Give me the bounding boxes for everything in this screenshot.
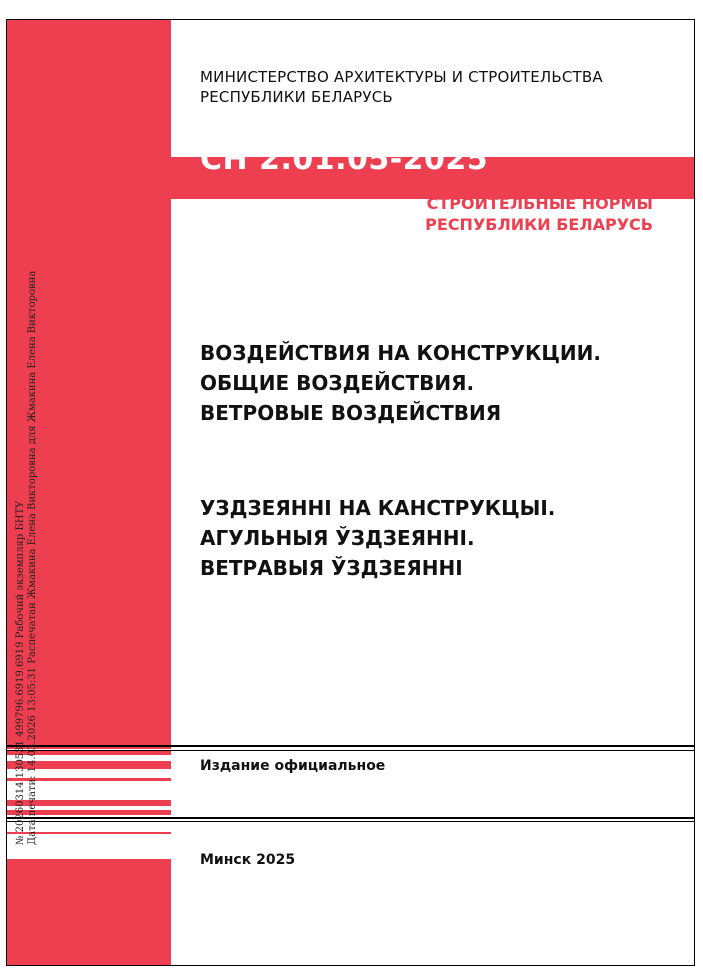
title-belarusian [200,493,555,583]
divider-line-thin [7,821,694,822]
watermark-line-2: Дата печати: 14.03.2026 13:05:31 Распечатан Жмакина Елена Викторовна для Жмакина Елена Викторовна [27,270,38,845]
title-russian [200,338,601,428]
title-by-line-1: УЗДЗЕЯННІ НА КАНСТРУКЦЫІ. [200,496,556,520]
norms-label [425,193,653,235]
title-by-line-2: АГУЛЬНЫЯ ЎЗДЗЕЯННІ. [200,526,475,550]
title-ru-line-3: ВЕТРОВЫЕ ВОЗДЕЙСТВИЯ [200,401,502,425]
document-code: СН 2.01.05-2025 [200,142,489,177]
edition-label: Издание официальное [200,758,386,774]
divider-line [7,745,694,747]
title-ru-line-2: ОБЩИЕ ВОЗДЕЙСТВИЯ. [200,371,475,395]
norms-line-1: СТРОИТЕЛЬНЫЕ НОРМЫ [426,194,653,213]
norms-line-2: РЕСПУБЛИКИ БЕЛАРУСЬ [425,215,653,234]
divider-line-thin [7,750,694,751]
divider-line [7,817,694,819]
ministry-line-1: МИНИСТЕРСТВО АРХИТЕКТУРЫ И СТРОИТЕЛЬСТВА [200,68,603,86]
watermark-line-1: № 20260314 130531 499796.6919.6919 Рабочий экземпляр БНТУ [15,500,26,845]
ministry-name [200,67,603,107]
print-watermark [15,271,39,845]
title-ru-line-1: ВОЗДЕЙСТВИЯ НА КОНСТРУКЦИИ. [200,341,601,365]
ministry-line-2: РЕСПУБЛИКИ БЕЛАРУСЬ [200,88,393,106]
city-year: Минск 2025 [200,852,296,868]
title-by-line-3: ВЕТРАВЫЯ ЎЗДЗЕЯННІ [200,556,463,580]
